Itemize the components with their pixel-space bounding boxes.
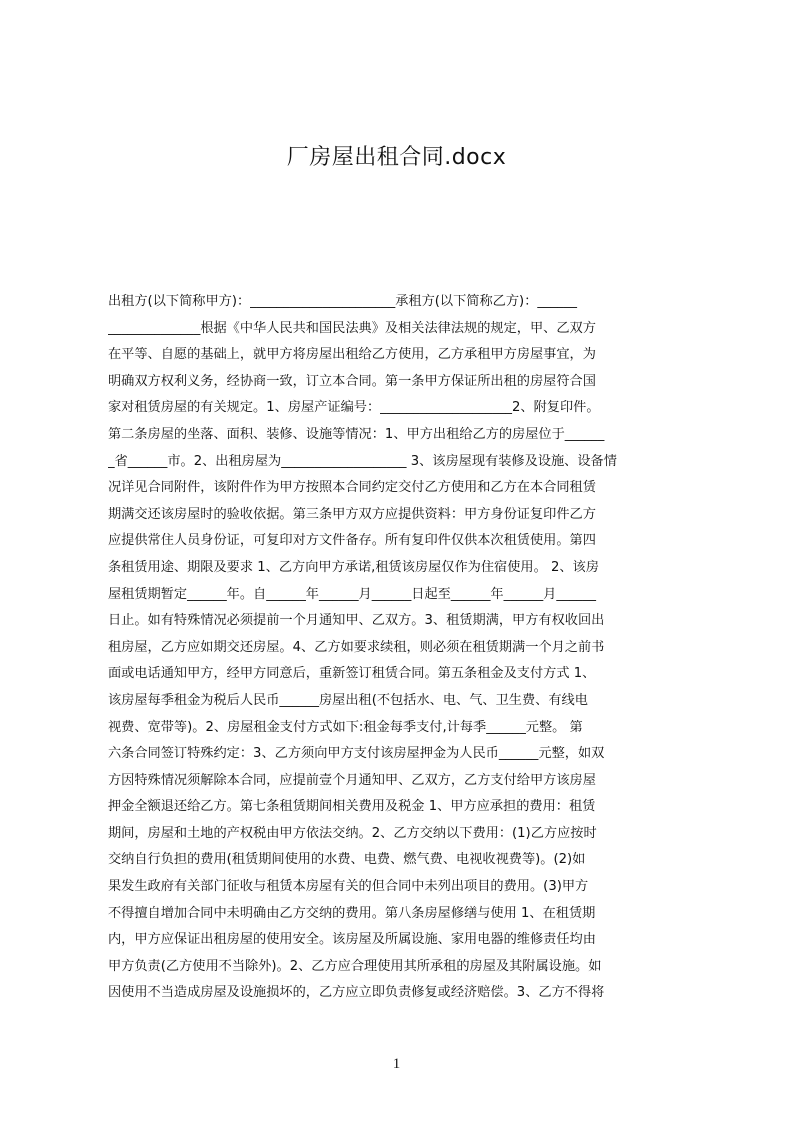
body-line: 况详见合同附件，该附件作为甲方按照本合同约定交付乙方使用和乙方在本合同租赁 bbox=[108, 480, 596, 496]
body-line: 应提供常住人员身份证，可复印对方文件备存。所有复印件仅供本次租赁使用。第四 bbox=[108, 533, 596, 549]
body-line: _省______市。2、出租房屋为___________________ 3、该房屋现有装修及设施、设备情 bbox=[108, 453, 617, 469]
body-line: 第二条房屋的坐落、面积、装修、设施等情况：1、甲方出租给乙方的房屋位于______ bbox=[108, 426, 605, 442]
body-line: 不得擅自增加合同中未明确由乙方交纳的费用。第八条房屋修缮与使用 1、在租赁期 bbox=[108, 905, 596, 921]
body-line: 押金全额退还给乙方。第七条租赁期间相关费用及税金 1、甲方应承担的费用：租赁 bbox=[108, 799, 596, 815]
body-line: ______________根据《中华人民共和国民法典》及相关法律法规的规定，甲、乙双方 bbox=[108, 320, 596, 336]
body-line: 该房屋每季租金为税后人民币______房屋出租(不包括水、电、气、卫生费、有线电 bbox=[108, 692, 588, 708]
body-line: 条租赁用途、期限及要求 1、乙方向甲方承诺,租赁该房屋仅作为住宿使用。 2、该房 bbox=[108, 559, 599, 575]
body-line: 内，甲方应保证出租房屋的使用安全。该房屋及所属设施、家用电器的维修责任均由 bbox=[108, 932, 596, 948]
body-line: 家对租赁房屋的有关规定。1、房屋产证编号：____________________2、附复印件。 bbox=[108, 400, 600, 416]
body-line: 因使用不当造成房屋及设施损坏的，乙方应立即负责修复或经济赔偿。3、乙方不得将 bbox=[108, 985, 605, 1001]
body-line: 出租方(以下简称甲方)：______________________承租方(以下简称乙方)：______ bbox=[108, 294, 577, 309]
body-line: 日止。如有特殊情况必须提前一个月通知甲、乙双方。3、租赁期满，甲方有权收回出 bbox=[108, 613, 605, 629]
body-line: 甲方负责(乙方使用不当除外)。2、乙方应合理使用其所承租的房屋及其附属设施。如 bbox=[108, 958, 602, 974]
body-line: 方因特殊情况须解除本合同，应提前壹个月通知甲、乙双方，乙方支付给甲方该房屋 bbox=[108, 772, 596, 788]
body-line: 六条合同签订特殊约定：3、乙方须向甲方支付该房屋押金为人民币______元整，如双 bbox=[108, 746, 605, 762]
body-line: 面或电话通知甲方，经甲方同意后，重新签订租赁合同。第五条租金及支付方式 1、 bbox=[108, 666, 596, 682]
body-line: 在平等、自愿的基础上，就甲方将房屋出租给乙方使用，乙方承租甲方房屋事宜，为 bbox=[108, 347, 596, 363]
body-line: 期间，房屋和土地的产权税由甲方依法交纳。2、乙方交纳以下费用：(1)乙方应按时 bbox=[108, 825, 597, 841]
body-line: 视费、宽带等)。2、房屋租金支付方式如下:租金每季支付,计每季______元整。 第 bbox=[108, 719, 583, 735]
body-line: 果发生政府有关部门征收与租赁本房屋有关的但合同中未列出项目的费用。(3)甲方 bbox=[108, 879, 589, 895]
body-line: 期满交还该房屋时的验收依据。第三条甲方双方应提供资料：甲方身份证复印件乙方 bbox=[108, 506, 596, 522]
document-title: 厂房屋出租合同.docx bbox=[286, 145, 507, 170]
body-line: 明确双方权利义务，经协商一致，订立本合同。第一条甲方保证所出租的房屋符合国 bbox=[108, 373, 596, 389]
body-line: 屋租赁期暂定______年。自______年______月______日起至______年______月______ bbox=[108, 586, 596, 602]
body-line: 租房屋，乙方应如期交还房屋。4、乙方如要求续租，则必须在租赁期满一个月之前书 bbox=[108, 639, 605, 655]
body-line: 交纳自行负担的费用(租赁期间使用的水费、电费、燃气费、电视收视费等)。(2)如 bbox=[108, 852, 586, 868]
page-number: 1 bbox=[392, 1056, 401, 1072]
contract-body bbox=[108, 289, 700, 1007]
